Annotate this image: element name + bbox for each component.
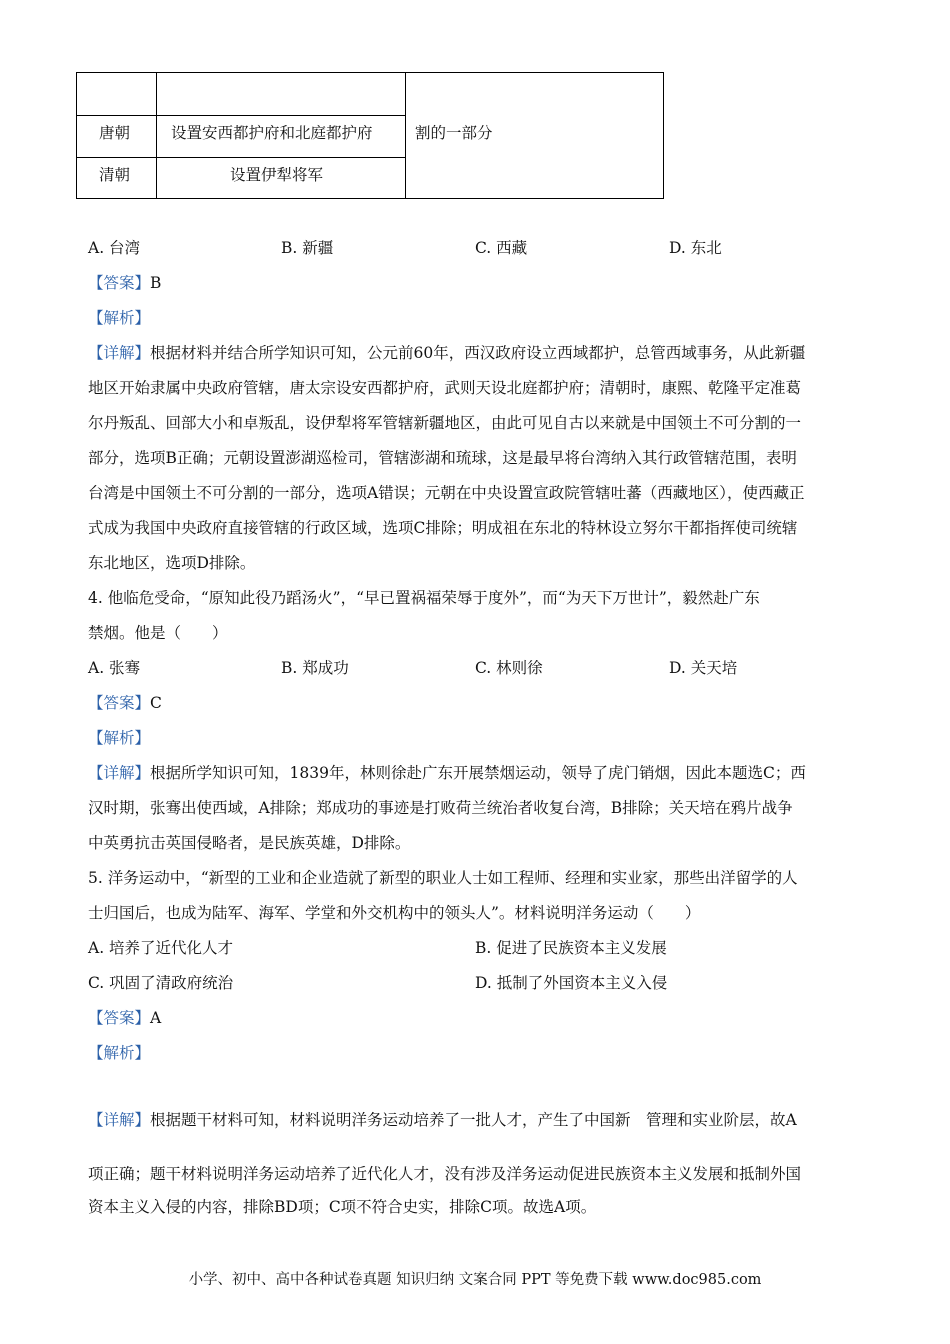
detail-label: 【详解】 bbox=[88, 1111, 151, 1129]
table-column-divider bbox=[156, 73, 157, 198]
history-table bbox=[76, 72, 664, 199]
analysis-label: 【解析】 bbox=[88, 1044, 151, 1062]
answer-value: B bbox=[150, 274, 162, 292]
q5-option-a: A. 培养了近代化人才 bbox=[88, 939, 234, 957]
q4-detail-line: 中英勇抗击英国侵略者，是民族英雄，D排除。 bbox=[88, 834, 411, 852]
q3-analysis bbox=[88, 308, 150, 328]
q3-option-c: C. 西藏 bbox=[475, 239, 528, 257]
q5-option-c: C. 巩固了清政府统治 bbox=[88, 974, 234, 992]
table-cell-dynasty: 唐朝 bbox=[99, 124, 131, 142]
q4-stem-line: 4. 他临危受命，“原知此役乃蹈汤火”，“早已置祸福荣辱于度外”，而“为天下万世计”，毅然赴广东 bbox=[88, 589, 760, 607]
answer-label: 【答案】 bbox=[88, 694, 151, 712]
q4-stem-line: 禁烟。他是（ ） bbox=[88, 624, 228, 642]
q3-option-b: B. 新疆 bbox=[281, 239, 334, 257]
q3-detail-line bbox=[88, 343, 805, 363]
q5-stem-line: 士归国后，也成为陆军、海军、学堂和外交机构中的领头人”。材料说明洋务运动（ ） bbox=[88, 904, 701, 922]
q3-answer bbox=[88, 273, 161, 293]
answer-value: A bbox=[150, 1009, 162, 1027]
table-merged-cell: 割的一部分 bbox=[415, 124, 493, 142]
q4-answer bbox=[88, 693, 162, 713]
q4-option-a: A. 张骞 bbox=[88, 659, 141, 677]
q3-option-a: A. 台湾 bbox=[88, 239, 141, 257]
answer-label: 【答案】 bbox=[88, 274, 151, 292]
table-cell-measure: 设置伊犁将军 bbox=[230, 166, 324, 184]
q3-detail-line: 式成为我国中央政府直接管辖的行政区域，选项C排除；明成祖在东北的特林设立努尔干都指挥使司统辖 bbox=[88, 519, 798, 537]
q3-option-d: D. 东北 bbox=[669, 239, 722, 257]
detail-text: 根据材料并结合所学知识可知，公元前60年，西汉政府设立西域都护，总管西域事务，从此新疆 bbox=[150, 344, 806, 362]
q3-detail-line: 地区开始隶属中央政府管辖，唐太宗设安西都护府，武则天设北庭都护府；清朝时，康熙、乾隆平定准葛 bbox=[88, 379, 802, 397]
q3-detail-line: 部分，选项B正确；元朝设置澎湖巡检司，管辖澎湖和琉球，这是最早将台湾纳入其行政管辖范围，表明 bbox=[88, 449, 797, 467]
page-footer: 小学、初中、高中各种试卷真题 知识归纳 文案合同 PPT 等免费下载 www.doc985.com bbox=[188, 1272, 762, 1288]
table-cell-measure: 设置安西都护府和北庭都护府 bbox=[171, 124, 373, 142]
q5-detail-line: 项正确；题干材料说明洋务运动培养了近代化人才，没有涉及洋务运动促进民族资本主义发展和抵制外国 bbox=[88, 1165, 802, 1183]
q4-detail-line bbox=[88, 763, 806, 783]
q3-detail-line: 台湾是中国领土不可分割的一部分，选项A错误；元朝在中央设置宣政院管辖吐蕃（西藏地区），使西藏正 bbox=[88, 484, 805, 502]
table-cell-dynasty: 清朝 bbox=[99, 166, 131, 184]
table-row-divider bbox=[77, 157, 405, 158]
q4-option-d: D. 关天培 bbox=[669, 659, 738, 677]
detail-label: 【详解】 bbox=[88, 764, 151, 782]
q5-detail-line bbox=[88, 1110, 797, 1130]
q5-stem-line: 5. 洋务运动中，“新型的工业和企业造就了新型的职业人士如工程师、经理和实业家，那些出洋留学的人 bbox=[88, 869, 798, 887]
detail-label: 【详解】 bbox=[88, 344, 151, 362]
q4-detail-line: 汉时期，张骞出使西域，A排除；郑成功的事迹是打败荷兰统治者收复台湾，B排除；关天培在鸦片战争 bbox=[88, 799, 793, 817]
answer-label: 【答案】 bbox=[88, 1009, 151, 1027]
q4-option-b: B. 郑成功 bbox=[281, 659, 349, 677]
analysis-label: 【解析】 bbox=[88, 729, 151, 747]
q3-detail-line: 尔丹叛乱、回部大小和卓叛乱，设伊犁将军管辖新疆地区，由此可见自古以来就是中国领土不可分割的一 bbox=[88, 414, 802, 432]
q4-analysis bbox=[88, 728, 150, 748]
answer-value: C bbox=[150, 694, 162, 712]
table-row-divider bbox=[77, 115, 405, 116]
detail-text: 根据题干材料可知，材料说明洋务运动培养了一批人才，产生了中国新 管理和实业阶层，故A bbox=[150, 1111, 797, 1129]
analysis-label: 【解析】 bbox=[88, 309, 151, 327]
q5-answer bbox=[88, 1008, 161, 1028]
detail-text: 根据所学知识可知，1839年，林则徐赴广东开展禁烟运动，领导了虎门销烟，因此本题选C；西 bbox=[150, 764, 806, 782]
q5-detail-line: 资本主义入侵的内容，排除BD项；C项不符合史实，排除C项。故选A项。 bbox=[88, 1198, 597, 1216]
table-column-divider bbox=[405, 73, 406, 198]
q5-analysis bbox=[88, 1043, 150, 1063]
q5-option-d: D. 抵制了外国资本主义入侵 bbox=[475, 974, 668, 992]
q4-option-c: C. 林则徐 bbox=[475, 659, 543, 677]
q5-option-b: B. 促进了民族资本主义发展 bbox=[475, 939, 667, 957]
q3-detail-line: 东北地区，选项D排除。 bbox=[88, 554, 256, 572]
